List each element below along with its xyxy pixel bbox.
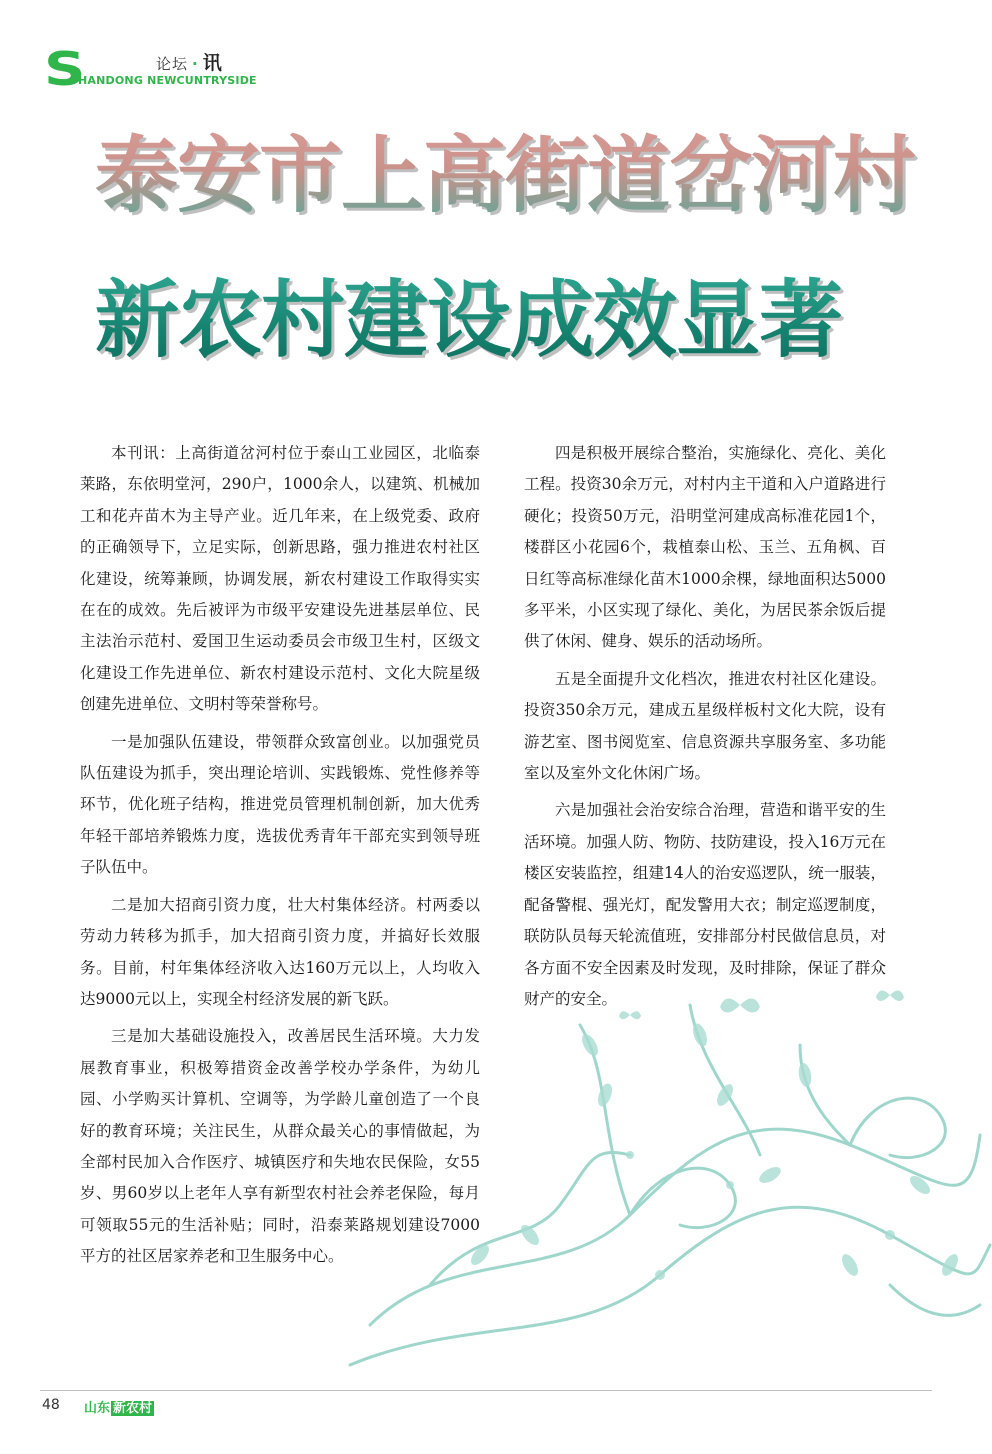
article-paragraph: 六是加强社会治安综合治理，营造和谐平安的生活环境。加强人防、物防、技防建设，投入16万元在楼区安装监控，组建14人的治安巡逻队，统一服装，配备警棍、强光灯，配发警用大衣；制定巡逻制度，联防队员每天轮流值班，安排部分村民做信息员，对各方面不安全因素及时发现，及时排除，保证了群众财产的安全。 [524, 801, 886, 1008]
article-right-column [524, 438, 886, 1021]
logo-subtitle: HANDONG NEWCUNTRYSIDE [78, 74, 257, 87]
article-paragraph: 三是加大基础设施投入，改善居民生活环境。大力发展教育事业，积极筹措资金改善学校办学条件，为幼儿园、小学购买计算机、空调等，为学龄儿童创造了一个良好的教育环境；关注民生，从群众最关心的事情做起，为全部村民加入合作医疗、城镇医疗和失地农民保险，女55岁、男60岁以上老年人享有新型农村社会养老保险，每月可领取55元的生活补贴；同时，沿泰莱路规划建设7000平方的社区居家养老和卫生服务中心。 [80, 1027, 480, 1266]
footer-divider [40, 1390, 932, 1391]
headline-line-2: 新农村建设成效显著 [95, 268, 945, 372]
footer-magazine-name-a: 山东 [84, 1401, 111, 1416]
magazine-logo [44, 42, 274, 96]
article-paragraph: 一是加强队伍建设，带领群众致富创业。以加强党员队伍建设为抓手，突出理论培训、实践锻炼、党性修养等环节，优化班子结构，推进党员管理机制创新，加大优秀年轻干部培养锻炼力度，选拔优秀青年干部充实到领导班子队伍中。 [80, 732, 480, 877]
footer-magazine-name-b: 新农村 [113, 1401, 153, 1416]
section-label-a: 论坛 [156, 55, 189, 73]
section-label-b: 讯 [202, 52, 223, 74]
page-number: 48 [42, 1397, 60, 1413]
section-label [156, 48, 223, 75]
section-separator: · [192, 55, 199, 73]
article-paragraph: 四是积极开展综合整治，实施绿化、亮化、美化工程。投资30余万元，对村内主干道和入户道路进行硬化；投资50万元，沿明堂河建成高标准花园1个，楼群区小花园6个，栽植泰山松、玉兰、五角枫、百日红等高标准绿化苗木1000余棵，绿地面积达5000多平米，小区实现了绿化、美化，为居民茶余饭后提供了休闲、健身、娱乐的活动场所。 [524, 444, 886, 651]
logo-letter: S [44, 42, 86, 96]
article-left-column [80, 438, 480, 1279]
article-paragraph: 二是加大招商引资力度，壮大村集体经济。村两委以劳动力转移为抓手，加大招商引资力度，并搞好长效服务。目前，村年集体经济收入达160万元以上，人均收入达9000元以上，实现全村经济发展的新飞跃。 [80, 895, 480, 1008]
headline-line-1: 泰安市上高街道岔河村 [95, 126, 945, 226]
article-paragraph: 本刊讯：上高街道岔河村位于泰山工业园区，北临泰莱路，东依明堂河，290户，1000余人，以建筑、机械加工和花卉苗木为主导产业。近几年来，在上级党委、政府的正确领导下，立足实际，创新思路，强力推进农村社区化建设，统筹兼顾，协调发展，新农村建设工作取得实实在在的成效。先后被评为市级平安建设先进基层单位、民主法治示范村、爱国卫生运动委员会市级卫生村，区级文化建设工作先进单位、新农村建设示范村、文化大院星级创建先进单位、文明村等荣誉称号。 [80, 444, 480, 714]
article-paragraph: 五是全面提升文化档次，推进农村社区化建设。投资350余万元，建成五星级样板村文化大院，设有游艺室、图书阅览室、信息资源共享服务室、多功能室以及室外文化休闲广场。 [524, 669, 886, 783]
footer-magazine-name [84, 1397, 154, 1416]
